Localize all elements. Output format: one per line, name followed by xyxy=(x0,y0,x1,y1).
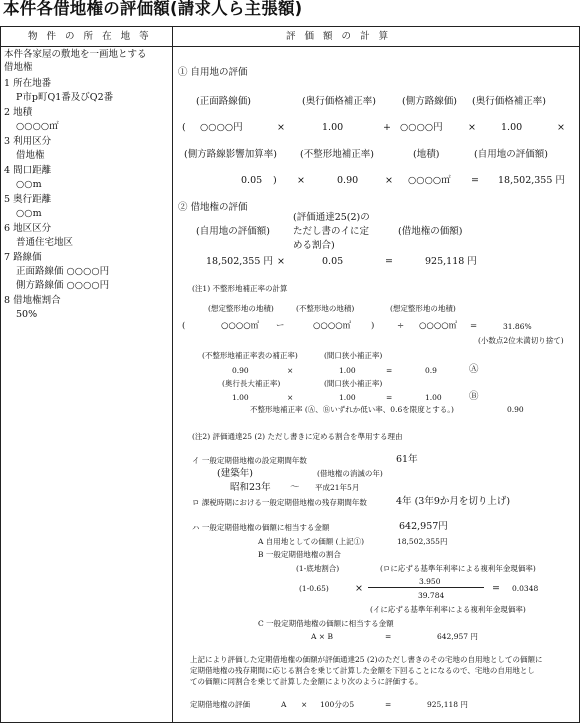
s1-cell: ○○○○円 xyxy=(200,122,243,133)
n1-cell: × xyxy=(287,366,294,375)
n1-header: (不整形地補正率表の補正率) xyxy=(202,351,298,360)
s1-header: (奥行価格補正率) xyxy=(472,96,546,107)
i-cell: 平成21年5月 xyxy=(315,483,360,492)
n1-cell: 1.00 xyxy=(339,366,356,375)
s2-cell: 925,118 円 xyxy=(425,256,477,267)
i-header: (建築年) xyxy=(217,468,253,479)
item-label: 6 地区区分 xyxy=(4,223,52,234)
s2-header: める割合) xyxy=(293,240,335,251)
s1-cell: ○○○○㎡ xyxy=(408,175,451,186)
n1-header: (不整形地の地積) xyxy=(296,304,355,313)
n1-cell: = xyxy=(470,321,478,331)
s2-header: (借地権の価額) xyxy=(398,226,463,237)
item-value: ○○○○㎡ xyxy=(16,121,59,132)
s1-cell: × xyxy=(277,122,285,133)
s2-header: (自用地の評価額) xyxy=(196,226,270,237)
header-left: 物 件 の 所 在 地 等 xyxy=(28,31,152,42)
n1-cell: ○○○○㎡ xyxy=(313,321,352,331)
n1-header: (奥行長大補正率) xyxy=(222,379,281,388)
section1-title: ① 自用地の評価 xyxy=(178,67,248,78)
s1-cell: × xyxy=(557,122,565,133)
s1-header: (正面路線価) xyxy=(196,96,251,107)
n1-cell: ( xyxy=(182,321,186,331)
item-value: 正面路線価 ○○○○円 xyxy=(16,266,110,277)
s1-header: (地積) xyxy=(413,149,440,160)
item-value: ○○m xyxy=(16,208,42,219)
s2-cell: 18,502,355 円 xyxy=(206,256,273,267)
item-value: ○○m xyxy=(16,179,42,190)
n1-cell: ) xyxy=(371,321,375,331)
i-label: イ 一般定期借地権の設定期間年数 xyxy=(192,456,307,465)
b-result: 0.0348 xyxy=(512,584,539,593)
section2-title: ② 借地権の評価 xyxy=(178,202,248,213)
n1-cell: 1.00 xyxy=(339,393,356,402)
item-value: 側方路線価 ○○○○円 xyxy=(16,280,110,291)
s1-cell: ○○○○円 xyxy=(400,122,443,133)
n1-header: (間口狭小補正率) xyxy=(324,351,383,360)
item-value: 50% xyxy=(16,309,38,320)
item-value: P市p町Q1番及びQ2番 xyxy=(16,92,114,103)
c-equals: = xyxy=(385,632,392,641)
n1-cell: = xyxy=(386,366,393,375)
i-value: 61年 xyxy=(396,454,418,465)
s1-header: (側方路線影響加算率) xyxy=(184,149,277,160)
n1-cell: × xyxy=(287,393,294,402)
s1-cell: 0.90 xyxy=(337,175,359,186)
item-value: 普通住宅地区 xyxy=(16,237,74,248)
ro-value: 4年 (3年9か月を切り上げ) xyxy=(396,496,511,507)
item-label: 4 間口距離 xyxy=(4,165,52,176)
c-label: C 一般定期借地権の価額に相当する金額 xyxy=(258,619,394,628)
n1-cell: ー xyxy=(276,321,285,331)
intro-line-2: 借地権 xyxy=(4,62,33,73)
item-label: 8 借地権割合 xyxy=(4,295,61,306)
s1-cell: × xyxy=(297,175,305,186)
times-sign: × xyxy=(355,583,363,594)
fraction-denominator: 39.784 xyxy=(418,591,445,600)
n1-cell: = xyxy=(386,393,393,402)
s1-cell: 1.00 xyxy=(501,122,523,133)
final-cell: 100分の5 xyxy=(320,700,355,709)
c-value: 642,957 円 xyxy=(437,632,478,641)
s1-cell: = xyxy=(471,175,479,186)
n1-cell: ○○○○㎡ xyxy=(419,321,458,331)
s2-cell: × xyxy=(277,256,285,267)
fraction-numerator: 3.950 xyxy=(419,577,441,586)
s1-header: (不整形地補正率) xyxy=(300,149,374,160)
item-label: 2 地積 xyxy=(4,107,33,118)
n1-cell: 1.00 xyxy=(425,393,442,402)
s1-cell: × xyxy=(385,175,393,186)
final-cell: = xyxy=(385,700,392,709)
s1-cell: 18,502,355 円 xyxy=(498,175,565,186)
final-cell: × xyxy=(301,700,308,709)
equals-sign: = xyxy=(492,583,500,594)
s1-header: (奥行価格補正率) xyxy=(302,96,376,107)
n1-note: (小数点2位未満切り捨て) xyxy=(478,336,564,345)
header-divider xyxy=(0,46,580,47)
s1-cell: + xyxy=(383,122,391,133)
n1-cell: 31.86% xyxy=(503,322,532,331)
paragraph-line: ての価額に同割合を乗じて計算した金額により次のように評価する。 xyxy=(190,677,423,686)
n1-cell: ○○○○㎡ xyxy=(221,321,260,331)
note1-title: (注1) 不整形地補正率の計算 xyxy=(192,284,288,293)
final-label: 定期借地権の評価 xyxy=(190,700,250,709)
header-right: 評 価 額 の 計 算 xyxy=(286,31,392,42)
intro-line-1: 本件各家屋の敷地を一画地とする xyxy=(4,49,147,60)
ro-label: ロ 課税時期における一般定期借地権の残存期間年数 xyxy=(192,498,367,507)
b-cell: (1-0.65) xyxy=(299,584,329,593)
n1-cell: 1.00 xyxy=(232,393,249,402)
item-label: 7 路線価 xyxy=(4,252,42,263)
column-divider xyxy=(172,26,173,723)
note2-title: (注2) 評価通達25 (2) ただし書きに定める割合を準用する理由 xyxy=(192,432,403,441)
s1-cell: × xyxy=(468,122,476,133)
item-label: 1 所在地番 xyxy=(4,78,52,89)
s2-cell: = xyxy=(385,256,393,267)
a-value: 18,502,355円 xyxy=(397,537,448,546)
n1-cell: 0.9 xyxy=(425,366,437,375)
circle-a-icon: Ⓐ xyxy=(469,364,479,375)
s2-cell: 0.05 xyxy=(322,256,344,267)
s2-header: (評価通達25(2)の xyxy=(293,212,370,223)
item-label: 3 利用区分 xyxy=(4,136,52,147)
b-header: (ロに応ずる基準年利率による複利年金現価率) xyxy=(380,564,536,573)
s1-header: (自用地の評価額) xyxy=(474,149,548,160)
page-title: 本件各借地権の評価額(請求人ら主張額) xyxy=(3,0,303,18)
n1-header: (想定整形地の地積) xyxy=(208,304,274,313)
s1-cell: 0.05 xyxy=(241,175,263,186)
circle-b-icon: Ⓑ xyxy=(469,391,479,402)
n1-cell: ÷ xyxy=(397,321,405,331)
n1-header: (間口狭小補正率) xyxy=(324,379,383,388)
ha-label: ハ 一般定期借地権の価額に相当する金額 xyxy=(192,523,330,532)
paragraph-line: 上記により評価した定期借地権の価額が評価通達25 (2)のただし書きのその宅地の自用地としての価額に xyxy=(190,655,543,664)
b-label: B 一般定期借地権の割合 xyxy=(258,550,341,559)
i-cell: 昭和23年 xyxy=(230,482,271,493)
s1-cell: ( xyxy=(182,122,186,133)
c-expression: A × B xyxy=(311,632,333,641)
i-cell: 〜 xyxy=(290,482,300,493)
s1-header: (側方路線価) xyxy=(402,96,457,107)
ha-value: 642,957円 xyxy=(399,521,448,532)
s1-cell: 1.00 xyxy=(322,122,344,133)
item-label: 5 奥行距離 xyxy=(4,194,52,205)
n1-conclusion: 不整形地補正率 (Ⓐ、Ⓑいずれか低い率、0.6を限度とする。) xyxy=(250,405,454,414)
i-header: (借地権の消滅の年) xyxy=(317,469,383,478)
b-header: (イに応ずる基準年利率による複利年金現価率) xyxy=(370,605,526,614)
n1-conclusion-value: 0.90 xyxy=(507,405,524,414)
b-header: (1-底地割合) xyxy=(296,564,340,573)
final-value: 925,118 円 xyxy=(427,700,468,709)
n1-header: (想定整形地の地積) xyxy=(390,304,456,313)
a-label: A 自用地としての価額 (上記①) xyxy=(258,537,365,546)
fraction-bar xyxy=(368,587,484,588)
item-value: 借地権 xyxy=(16,150,45,161)
s1-cell: ) xyxy=(273,175,277,186)
s2-header: ただし書のイに定 xyxy=(293,226,370,237)
paragraph-line: 定期借地権の残存期間に応じる割合を乗じて計算した金額を下回ることになるので、宅地の自用地とし xyxy=(190,666,535,675)
n1-cell: 0.90 xyxy=(232,366,249,375)
final-cell: A xyxy=(281,700,287,709)
